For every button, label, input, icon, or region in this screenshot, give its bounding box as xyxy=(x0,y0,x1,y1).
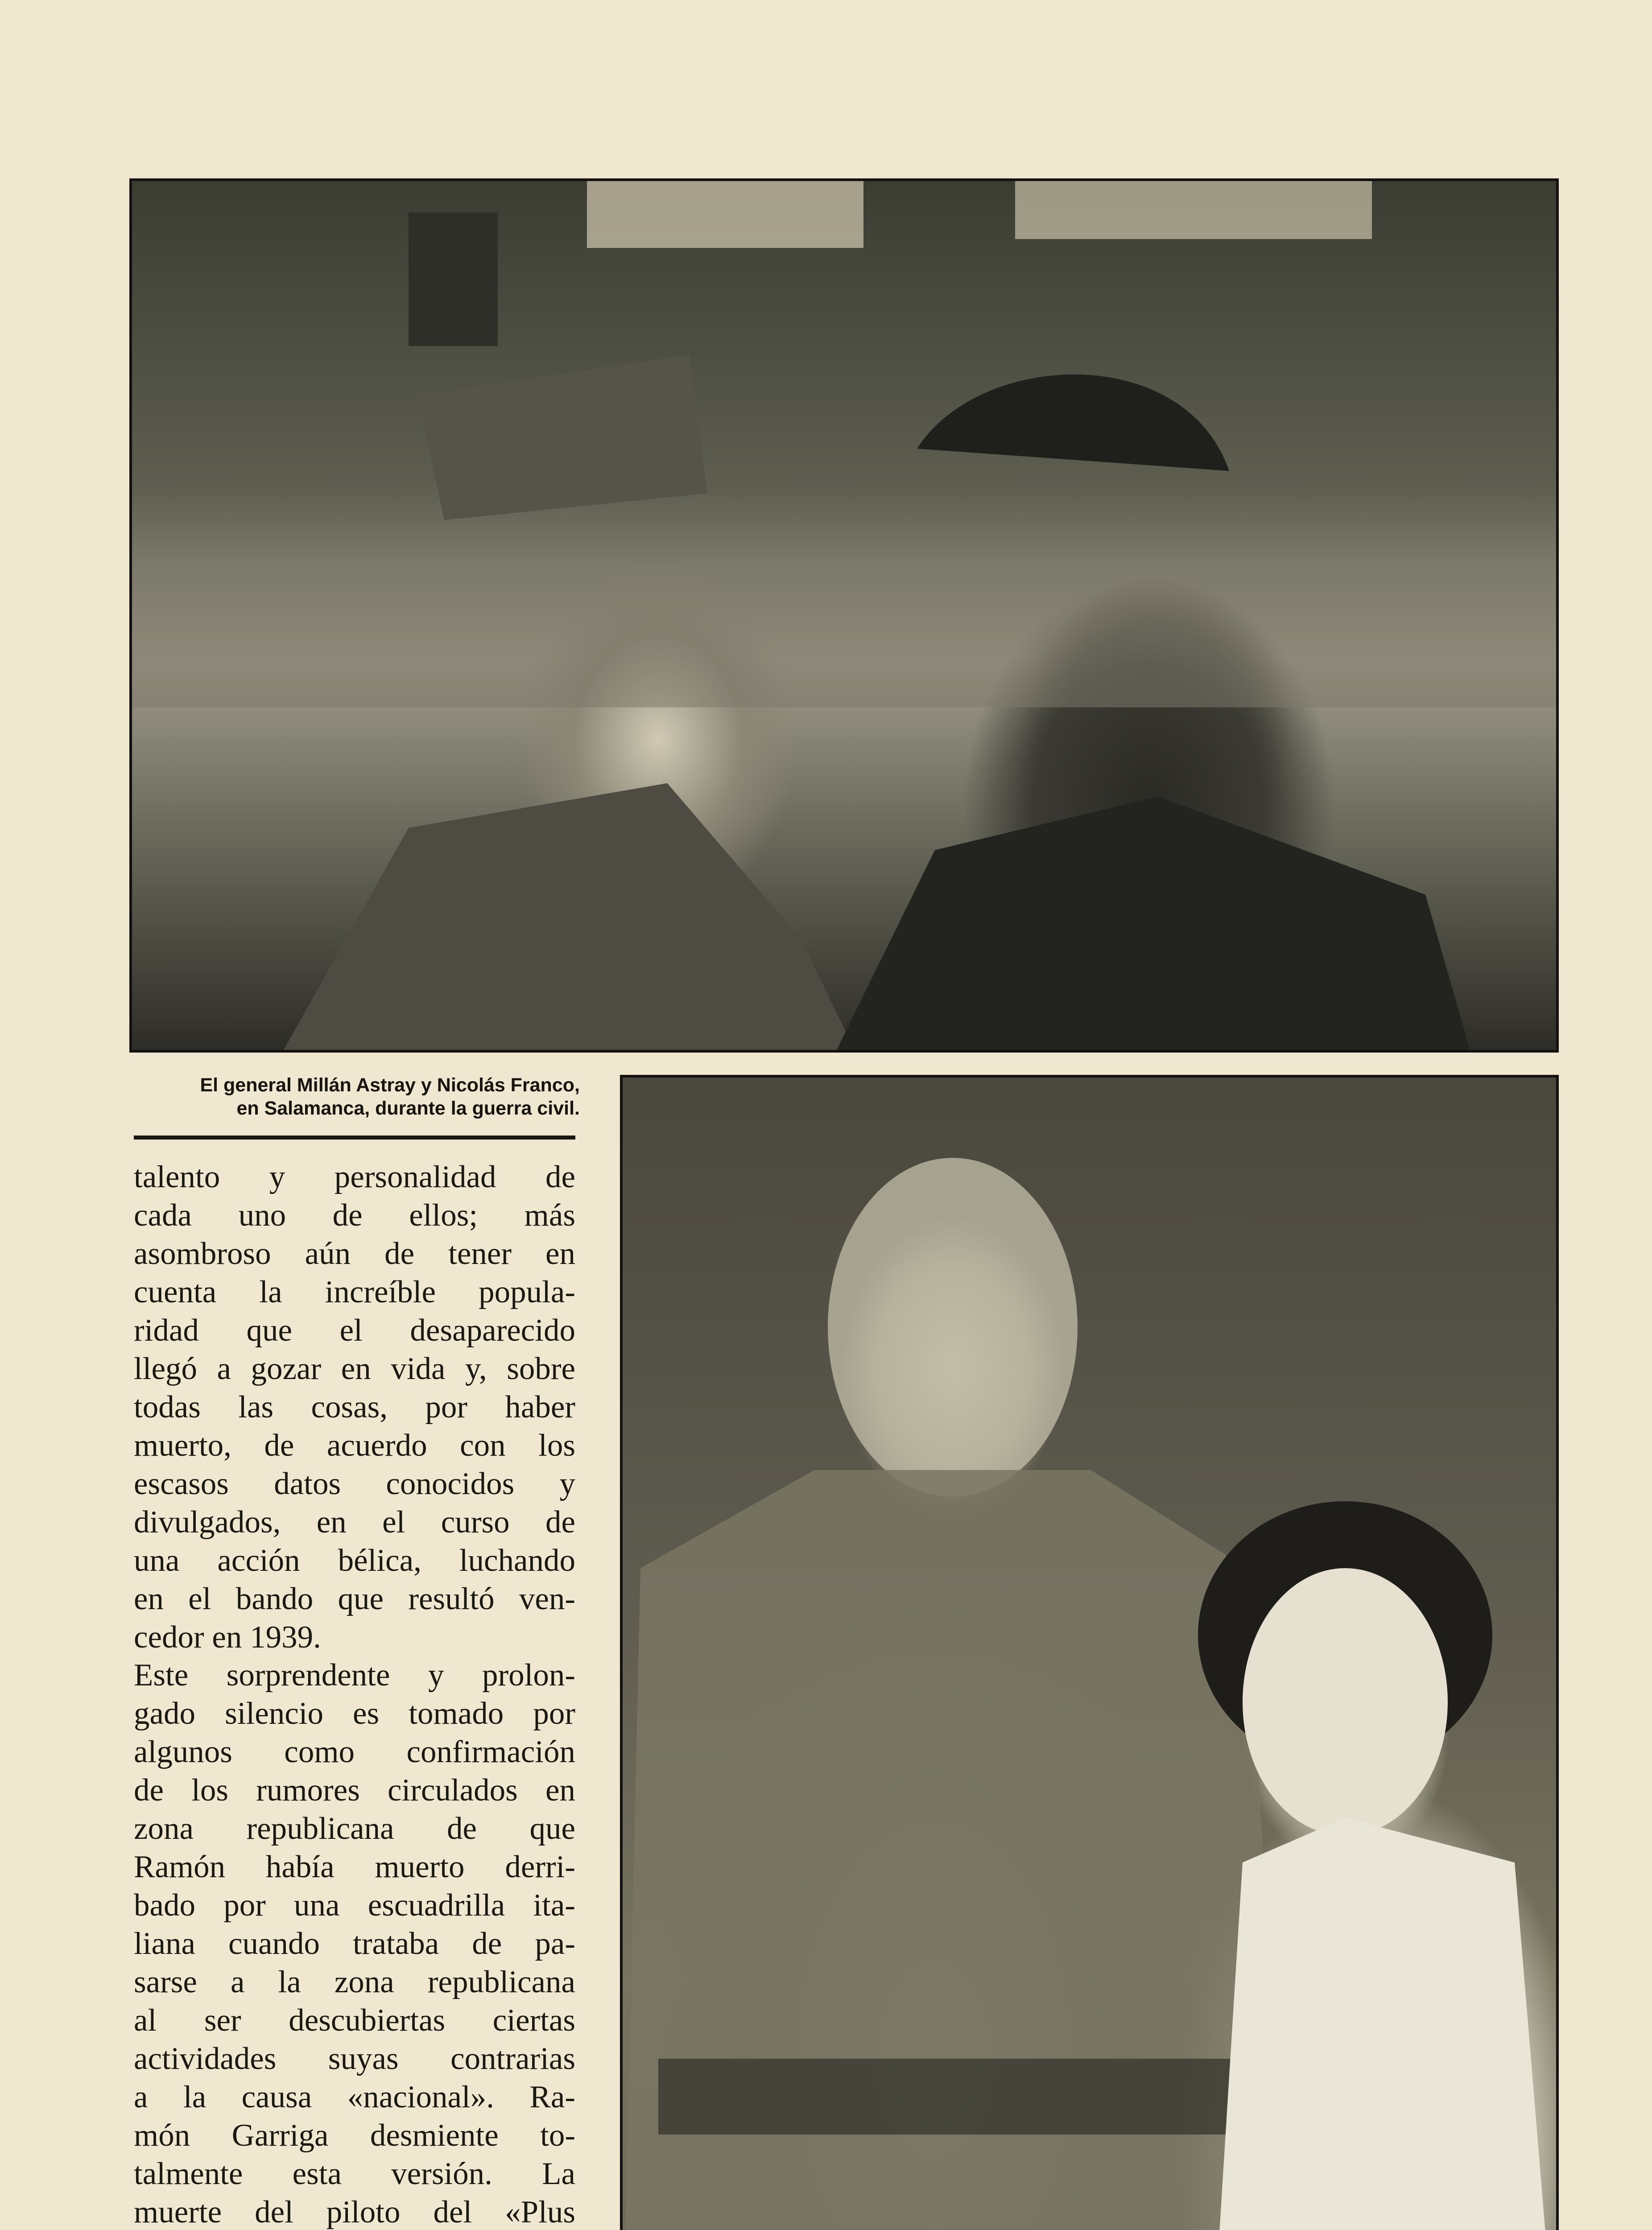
photo-top xyxy=(129,178,1559,1053)
text-line: Este sorprendente y prolon- xyxy=(134,1658,575,1693)
text-line: una acción bélica, luchando xyxy=(134,1543,575,1578)
text-line: actividades suyas contrarias xyxy=(134,2041,575,2076)
heraldic-shield xyxy=(409,212,498,346)
body-paragraph-2 xyxy=(134,1656,575,2230)
text-line: talento y personalidad de xyxy=(134,1160,575,1194)
text-line: cuenta la increíble popula- xyxy=(134,1275,575,1309)
uniform-belt xyxy=(658,2059,1247,2135)
text-line: de los rumores circulados en xyxy=(134,1773,575,1808)
text-line: liana cuando trataba de pa- xyxy=(134,1926,575,1961)
text-line: algunos como confirmación xyxy=(134,1734,575,1769)
general-head xyxy=(828,1158,1078,1497)
text-line: món Garriga desmiente to- xyxy=(134,2118,575,2153)
photo-top-scene xyxy=(132,181,1556,1050)
text-line: escasos datos conocidos y xyxy=(134,1466,575,1501)
girl-face xyxy=(1243,1568,1448,1836)
text-line: a la causa «nacional». Ra- xyxy=(134,2080,575,2114)
text-line: ridad que el desaparecido xyxy=(134,1313,575,1348)
civilian-hat-silhouette xyxy=(917,375,1229,471)
text-line: sarse a la zona republicana xyxy=(134,1965,575,1999)
text-line: gado silencio es tomado por xyxy=(134,1696,575,1731)
text-line: asombroso aún de tener en xyxy=(134,1236,575,1271)
civilian-body-silhouette xyxy=(837,797,1470,1050)
text-line: talmente esta versión. La xyxy=(134,2156,575,2191)
text-line: cada uno de ellos; más xyxy=(134,1198,575,1233)
caption-top-rule xyxy=(134,1136,575,1140)
photo-bottom xyxy=(620,1075,1559,2230)
caption-top xyxy=(134,1074,580,1120)
officer-cap-silhouette xyxy=(417,355,707,520)
body-paragraph-1 xyxy=(134,1158,575,1656)
tapestry-banner-right xyxy=(1015,181,1372,239)
text-line: al ser descubiertas ciertas xyxy=(134,2003,575,2038)
text-line: en el bando que resultó ven- xyxy=(134,1582,575,1616)
text-line: bado por una escuadrilla ita- xyxy=(134,1888,575,1923)
girl-dress xyxy=(1211,1818,1556,2230)
text-line: muerte del piloto del «Plus xyxy=(134,2195,575,2230)
text-line: muerto, de acuerdo con los xyxy=(134,1428,575,1463)
text-line: divulgados, en el curso de xyxy=(134,1505,575,1540)
officer-body-silhouette xyxy=(284,783,855,1050)
text-line: Ramón había muerto derri- xyxy=(134,1850,575,1884)
tapestry-banner-left xyxy=(587,181,863,248)
caption-top-line: en Salamanca, durante la guerra civil. xyxy=(236,1098,580,1119)
crowd-band xyxy=(132,574,1556,707)
text-line: todas las cosas, por haber xyxy=(134,1390,575,1425)
text-line: llegó a gozar en vida y, sobre xyxy=(134,1351,575,1386)
text-line: zona republicana de que xyxy=(134,1811,575,1846)
text-line: cedor en 1939. xyxy=(134,1620,321,1655)
photo-bottom-scene xyxy=(623,1078,1556,2230)
caption-top-line: El general Millán Astray y Nicolás Franco, xyxy=(200,1074,580,1096)
